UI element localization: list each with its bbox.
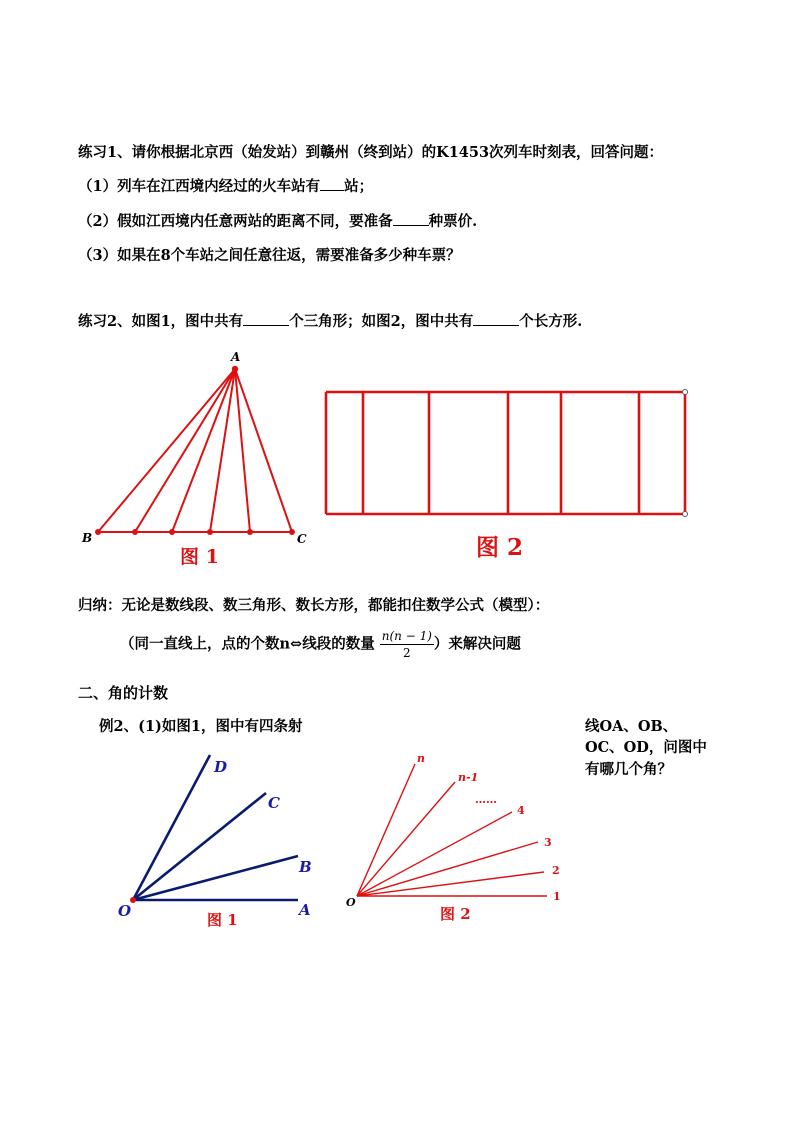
fan-ray-2 [357,872,544,896]
summary-prefix: （同一直线上，点的个数n [120,635,291,653]
fan-label-dots: …… [475,793,497,806]
rays-figure [133,755,298,900]
formula-numerator: n(n − 1) [381,629,432,643]
ex2-suffix: 个长方形. [519,313,583,330]
summary-suffix: ）来解决问题 [433,635,521,653]
summary-line1: 归纳：无论是数线段、数三角形、数长方形，都能扣住数学公式（模型）： [78,597,550,614]
label-ray-a: A [299,901,311,919]
label-a: A [231,350,241,364]
fan-ray-n-1 [357,782,455,896]
formula-denominator: 2 [403,646,411,660]
label-c: C [297,532,307,546]
equivalence-arrow: ⇔ [290,635,303,653]
rect-caption: 图 2 [476,534,524,561]
fan-figure [357,764,547,896]
label-ray-c: C [268,794,280,812]
example2-right-2: OC、OD，问图中 [585,739,707,756]
ex2-prefix: 练习2、如图1，图中共有 [78,313,244,330]
ray-od [133,755,210,900]
label-ray-b: B [299,858,312,876]
fan-caption: 图 2 [440,905,471,923]
q1-prefix: （1）列车在江西境内经过的火车站有 [78,178,321,195]
fan-label-1: 1 [553,890,561,903]
ex2-middle: 个三角形；如图2，图中共有 [289,313,474,330]
exercise1-q3: （3）如果在8个车站之间任意往返，需要准备多少种车票？ [78,247,461,264]
q2-suffix: 种票价. [428,213,478,230]
fan-label-o: O [346,896,356,909]
triangle-caption: 图 1 [180,546,219,568]
example2-right-1: 线OA、OB、 [585,718,678,735]
q2-prefix: （2）假如江西境内任意两站的距离不同，要准备 [78,213,393,230]
label-b: B [82,531,93,545]
fan-ray-n [357,764,415,896]
fan-ray-3 [357,842,538,896]
fan-label-2: 2 [552,864,560,877]
fan-label-3: 3 [544,836,552,849]
q1-suffix: 站； [344,178,374,195]
rays-caption: 图 1 [207,911,238,929]
label-o: O [118,902,132,920]
summary-middle: 线段的数量 [302,635,375,653]
fan-label-4: 4 [517,804,525,817]
section2-heading: 二、角的计数 [78,684,169,702]
label-ray-d: D [214,758,228,776]
example2-left: 例2、(1)如图1，图中有四条射 [99,718,303,735]
fan-label-n-1: n-1 [458,771,479,784]
exercise1-title: 练习1、请你根据北京西（始发站）到赣州（终到站）的K1453次列车时刻表，回答问题： [78,144,664,161]
fan-label-n: n [417,752,425,765]
ray-oc [133,793,266,900]
fan-ray-4 [357,812,512,896]
example2-right-3: 有哪几个角？ [585,761,672,778]
ray-ob [133,856,298,900]
